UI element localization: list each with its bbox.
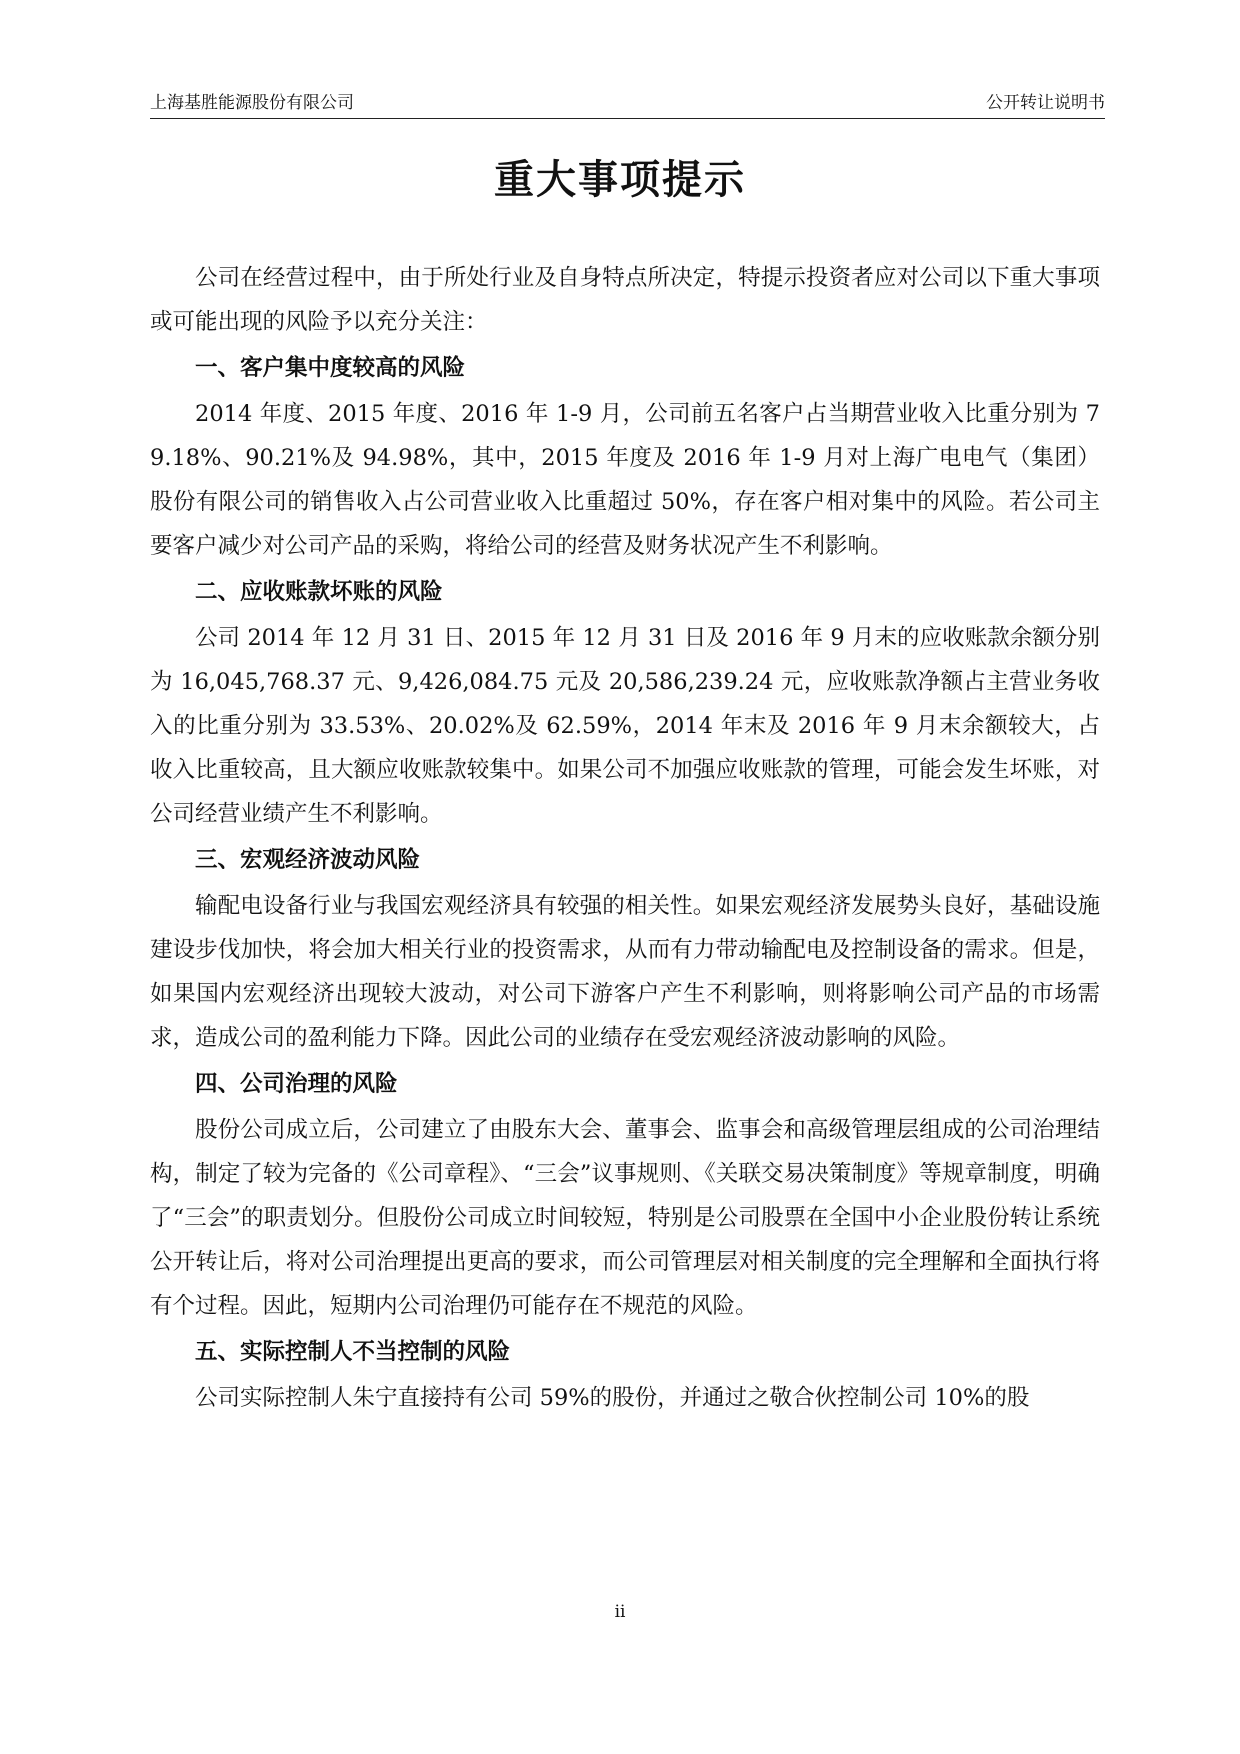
section-heading-customer-concentration: 一、客户集中度较高的风险 [195,355,466,381]
section-heading-governance: 四、公司治理的风险 [195,1071,398,1097]
section-text-governance: 股份公司成立后，公司建立了由股东大会、董事会、监事会和高级管理层组成的公司治理结构，制定了较为完备的《公司章程》、“三会”议事规则、《关联交易决策制度》等规章制度，明确了“三会”的职责划分。但股份公司成立时间较短，特别是公司股票在全国中小企业股份转让系统公开转让后，将对公司治理提出更高的要求，而公司管理层对相关制度的完全理解和全面执行将有个过程。因此，短期内公司治理仍可能存在不规范的风险。 [150,1117,1100,1319]
page-title: 重大事项提示 [494,157,746,203]
section-text-controller: 公司实际控制人朱宁直接持有公司 59%的股份，并通过之敬合伙控制公司 10%的股 [195,1385,1030,1411]
intro-paragraph: 公司在经营过程中，由于所处行业及自身特点所决定，特提示投资者应对公司以下重大事项或可能出现的风险予以充分关注： [150,265,1100,335]
section-text-macro-economy: 输配电设备行业与我国宏观经济具有较强的相关性。如果宏观经济发展势头良好，基础设施建设步伐加快，将会加大相关行业的投资需求，从而有力带动输配电及控制设备的需求。但是，如果国内宏观经济出现较大波动，对公司下游客户产生不利影响，则将影响公司产品的市场需求，造成公司的盈利能力下降。因此公司的业绩存在受宏观经济波动影响的风险。 [150,893,1100,1051]
header-company-name: 上海基胜能源股份有限公司 [150,93,354,113]
section-heading-bad-debt: 二、应收账款坏账的风险 [195,579,443,605]
section-text-customer-concentration: 2014 年度、2015 年度、2016 年 1-9 月，公司前五名客户占当期营业收入比重分别为 79.18%、90.21%及 94.98%，其中，2015 年度及 2016 年 1-9 月对上海广电电气（集团）股份有限公司的销售收入占公司营业收入比重超过 50%，存在客户相对集中的风险。若公司主要客户减少对公司产品的采购，将给公司的经营及财务状况产生不利影响。 [150,401,1100,559]
section-text-bad-debt: 公司 2014 年 12 月 31 日、2015 年 12 月 31 日及 2016 年 9 月末的应收账款余额分别为 16,045,768.37 元、9,426,084.75 元及 20,586,239.24 元，应收账款净额占主营业务收入的比重分别为 33.53%、20.02%及 62.59%，2014 年末及 2016 年 9 月末余额较大，占收入比重较高，且大额应收账款较集中。如果公司不加强应收账款的管理，可能会发生坏账，对公司经营业绩产生不利影响。 [150,625,1100,827]
page-header [150,88,1105,119]
page-number: ii [614,1602,626,1622]
section-heading-macro-economy: 三、宏观经济波动风险 [195,847,421,873]
header-document-type: 公开转让说明书 [986,93,1105,113]
section-heading-controller: 五、实际控制人不当控制的风险 [195,1339,511,1365]
document-body [150,256,1100,1420]
